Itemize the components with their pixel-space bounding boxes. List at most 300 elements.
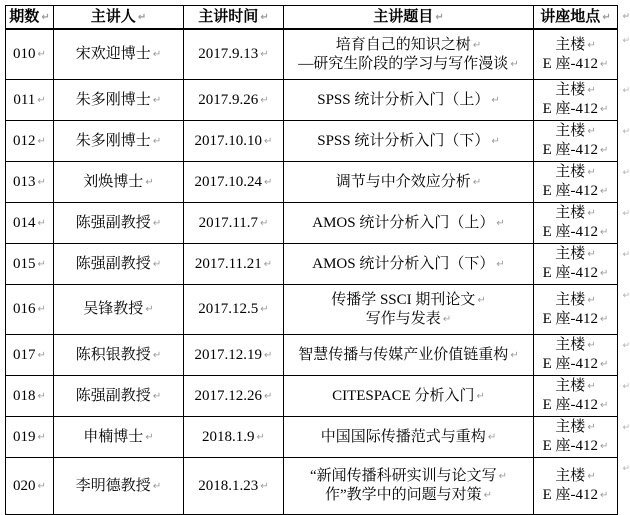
topic-line [286,467,531,486]
issue-cell [6,244,54,285]
line-break-mark-icon: ↵ [600,400,609,411]
speaker-name-text: 朱多刚博士 [75,132,151,149]
issue-cell [6,203,54,244]
speaker-cell [54,80,184,121]
header-label: 主讲题目 [373,8,434,25]
speaker-name [56,477,181,496]
venue-line [536,486,615,505]
date-cell [184,80,284,121]
line-break-mark-icon: ↵ [498,471,508,482]
row-end-mark-icon: ↵ [622,127,630,137]
speaker-name-text: 陈强副教授 [75,387,151,404]
line-break-mark-icon: ↵ [152,49,162,60]
lecture-date [186,214,281,233]
issue-value-text: 018 [13,387,36,404]
line-break-mark-icon: ↵ [152,258,162,270]
topic-line-text: 调节与中介效应分析 [335,173,471,190]
table-row [6,335,618,376]
line-break-mark-icon: ↵ [602,11,611,23]
venue-cell [534,244,630,285]
issue-value-text: 010 [13,46,36,62]
row-end-mark-icon: ↵ [622,382,630,392]
topic-line-text: SPSS 统计分析入门（下） [317,132,490,149]
line-break-mark-icon: ↵ [600,441,609,452]
topic-cell [284,244,534,285]
venue-cell [534,458,630,515]
speaker-cell [54,203,184,244]
speaker-cell [54,162,184,203]
speaker-name-text: 陈强副教授 [75,214,151,231]
line-break-mark-icon: ↵ [152,217,162,229]
line-break-mark-icon: ↵ [587,167,596,178]
table-row [6,458,618,515]
venue-line [536,467,615,486]
table-row [6,376,618,417]
row-end-mark-icon: ↵ [622,12,630,22]
lecture-schedule-table [5,5,630,515]
venue-line-text: 主楼 [555,36,586,53]
lecture-date-text: 2017.11.7 [198,214,259,231]
line-break-mark-icon: ↵ [152,135,162,147]
speaker-name-text: 朱多刚博士 [75,91,151,108]
topic-line [286,173,531,192]
issue-value-text: 016 [13,301,36,317]
topic-line [286,91,531,110]
line-break-mark-icon: ↵ [600,186,609,197]
venue-line-text: 主楼 [555,164,586,180]
lecture-date-text: 2017.12.26 [194,387,263,404]
line-break-mark-icon: ↵ [37,135,46,147]
topic-line-text: SPSS 统计分析入门（上） [317,91,490,108]
issue-cell [6,376,54,417]
venue-line [536,204,615,223]
topic-cell [284,162,534,203]
table-row [6,203,618,244]
line-break-mark-icon: ↵ [442,313,452,325]
venue-line [536,163,615,182]
venue-line [536,418,615,437]
venue-line-text: E 座-412 [542,397,599,413]
issue-cell [6,285,54,335]
line-break-mark-icon: ↵ [587,340,596,351]
venue-line-text: E 座-412 [542,224,599,240]
topic-line [286,132,531,151]
line-break-mark-icon: ↵ [600,104,609,115]
line-break-mark-icon: ↵ [587,471,596,482]
speaker-name [56,255,181,274]
speaker-cell [54,417,184,458]
speaker-cell [54,376,184,417]
venue-cell [534,162,630,203]
speaker-cell [54,29,184,80]
venue-line-text: E 座-412 [542,183,599,199]
speaker-name [56,300,181,319]
line-break-mark-icon: ↵ [152,349,162,361]
topic-line-text: 写作与发表 [365,310,441,327]
date-cell [184,335,284,376]
line-break-mark-icon: ↵ [600,227,609,238]
topic-cell [284,376,534,417]
venue-line [536,437,615,456]
speaker-name-text: 吴锋教授 [83,301,144,317]
line-break-mark-icon: ↵ [263,258,273,270]
topic-line [286,428,531,447]
topic-line-text: —研究生阶段的学习与写作漫谈 [298,55,509,72]
date-cell [184,121,284,162]
speaker-name-text: 陈积银教授 [75,346,151,363]
issue-value [8,346,51,365]
header-speaker [54,6,184,30]
lecture-date [186,45,281,64]
line-break-mark-icon: ↵ [152,94,162,106]
row-end-mark-icon: ↵ [622,291,630,301]
row-end-mark-icon: ↵ [622,423,630,433]
lecture-date [186,300,281,319]
speaker-name [56,173,181,192]
header-topic [284,6,534,30]
date-cell [184,376,284,417]
table-row [6,29,618,80]
venue-line [536,223,615,242]
venue-line [536,141,615,160]
line-break-mark-icon: ↵ [476,390,485,402]
issue-value [8,45,51,64]
issue-cell [6,121,54,162]
lecture-date-text: 2017.10.10 [194,132,263,149]
venue-cell [534,376,630,417]
header-label: 期数 [9,8,40,25]
issue-value [8,477,51,496]
topic-line [286,214,531,233]
issue-cell [6,335,54,376]
table-row [6,80,618,121]
topic-cell [284,285,534,335]
topic-line [286,387,531,406]
venue-line-text: E 座-412 [542,142,599,158]
venue-line [536,122,615,141]
table-row [6,162,618,203]
line-break-mark-icon: ↵ [37,480,46,492]
speaker-name-text: 李明德教授 [75,477,151,494]
line-break-mark-icon: ↵ [152,480,162,492]
speaker-name [56,428,181,447]
row-end-mark-icon: ↵ [622,86,630,96]
venue-line [536,264,615,283]
speaker-name [56,45,181,64]
issue-value-text: 013 [13,173,36,190]
issue-value-text: 011 [13,91,36,108]
venue-cell [534,417,630,458]
lecture-date [186,132,281,151]
row-end-mark-icon: ↵ [622,464,630,474]
speaker-cell [54,121,184,162]
topic-line-text: 培育自己的知识之树 [335,36,471,53]
topic-line [286,291,531,310]
issue-cell [6,29,54,80]
venue-line [536,355,615,374]
line-break-mark-icon: ↵ [37,49,46,60]
line-break-mark-icon: ↵ [587,294,596,306]
header-venue [534,6,630,30]
lecture-date [186,477,281,496]
line-break-mark-icon: ↵ [260,480,269,492]
line-break-mark-icon: ↵ [510,349,519,361]
topic-line-text: AMOS 统计分析入门（上） [312,214,495,231]
venue-line-text: 主楼 [555,468,586,484]
line-break-mark-icon: ↵ [264,135,273,147]
issue-value-text: 015 [13,255,36,272]
topic-line [286,255,531,274]
issue-value [8,387,51,406]
issue-cell [6,417,54,458]
line-break-mark-icon: ↵ [496,217,505,229]
venue-cell [534,203,630,244]
date-cell [184,29,284,80]
line-break-mark-icon: ↵ [435,11,444,23]
line-break-mark-icon: ↵ [510,58,519,70]
line-break-mark-icon: ↵ [260,304,269,315]
venue-line-text: 主楼 [555,123,586,139]
table-row [6,417,618,458]
issue-value-text: 020 [13,477,36,494]
date-cell [184,458,284,515]
topic-line [286,486,531,505]
line-break-mark-icon: ↵ [145,176,154,188]
lecture-date [186,428,281,447]
venue-line [536,245,615,264]
venue-cell [534,29,630,80]
line-break-mark-icon: ↵ [260,94,269,106]
date-cell [184,162,284,203]
lecture-date [186,173,281,192]
line-break-mark-icon: ↵ [37,176,46,188]
venue-line-text: E 座-412 [542,356,599,372]
venue-line-text: E 座-412 [542,101,599,117]
line-break-mark-icon: ↵ [600,145,609,156]
venue-line-text: E 座-412 [542,310,599,327]
topic-line-text: “新闻传播科研实训与论文写 [309,468,497,484]
speaker-name-text: 申楠博士 [83,428,144,445]
venue-line [536,100,615,119]
line-break-mark-icon: ↵ [587,39,596,51]
venue-line [536,291,615,310]
issue-value [8,428,51,447]
speaker-name [56,387,181,406]
topic-cell [284,29,534,80]
line-break-mark-icon: ↵ [487,431,497,443]
issue-value [8,173,51,192]
venue-cell [534,335,630,376]
issue-value-text: 019 [13,428,36,445]
issue-value-text: 017 [13,346,36,363]
line-break-mark-icon: ↵ [260,217,269,229]
lecture-date-text: 2018.1.9 [202,428,255,445]
line-break-mark-icon: ↵ [37,390,46,402]
venue-line [536,336,615,355]
speaker-cell [54,244,184,285]
issue-cell [6,162,54,203]
venue-line [536,377,615,396]
lecture-date [186,346,281,365]
line-break-mark-icon: ↵ [260,49,269,60]
venue-line [536,81,615,100]
line-break-mark-icon: ↵ [483,490,493,501]
speaker-name-text: 刘焕博士 [83,173,144,190]
venue-line [536,396,615,415]
topic-line-text: AMOS 统计分析入门（下） [312,255,495,272]
line-break-mark-icon: ↵ [472,176,482,188]
topic-line [286,310,531,329]
line-break-mark-icon: ↵ [264,349,273,361]
venue-line-text: E 座-412 [542,438,599,454]
date-cell [184,417,284,458]
lecture-date [186,91,281,110]
line-break-mark-icon: ↵ [260,11,269,23]
row-end-mark-icon: ↵ [622,209,630,219]
line-break-mark-icon: ↵ [145,431,154,443]
lecture-date [186,387,281,406]
topic-line-text: 作”教学中的问题与对策 [324,487,482,503]
speaker-name [56,132,181,151]
issue-value [8,300,51,319]
speaker-cell [54,458,184,515]
lecture-date-text: 2017.11.21 [194,255,262,272]
lecture-date-text: 2017.9.13 [198,46,259,62]
line-break-mark-icon: ↵ [600,58,609,70]
line-break-mark-icon: ↵ [137,11,147,23]
issue-value [8,255,51,274]
table-body [6,29,630,515]
line-break-mark-icon: ↵ [37,431,46,443]
line-break-mark-icon: ↵ [37,304,46,315]
line-break-mark-icon: ↵ [37,217,46,229]
lecture-date-text: 2017.12.5 [198,301,259,317]
date-cell [184,285,284,335]
line-break-mark-icon: ↵ [496,258,505,270]
line-break-mark-icon: ↵ [145,304,154,315]
lecture-date-text: 2017.9.26 [198,91,259,108]
issue-value [8,91,51,110]
line-break-mark-icon: ↵ [264,176,273,188]
topic-cell [284,458,534,515]
speaker-name-text: 宋欢迎博士 [75,46,151,62]
row-end-mark-icon: ↵ [622,250,630,260]
topic-cell [284,203,534,244]
venue-line [536,55,615,74]
speaker-name [56,214,181,233]
venue-line-text: 主楼 [555,246,586,262]
issue-value-text: 012 [13,132,36,149]
lecture-date-text: 2017.10.24 [194,173,263,190]
line-break-mark-icon: ↵ [587,249,596,260]
topic-line-text: 传播学 SSCI 期刊论文 [331,291,476,308]
line-break-mark-icon: ↵ [264,390,273,402]
header-date [184,6,284,30]
header-issue [6,6,54,30]
line-break-mark-icon: ↵ [600,268,609,279]
line-break-mark-icon: ↵ [152,390,162,402]
line-break-mark-icon: ↵ [256,431,265,443]
line-break-mark-icon: ↵ [587,126,596,137]
topic-line-text: 中国国际传播范式与重构 [320,428,486,445]
venue-line-text: 主楼 [555,205,586,221]
topic-line-text: CITESPACE 分析入门 [332,387,475,404]
topic-line [286,346,531,365]
venue-line [536,182,615,201]
line-break-mark-icon: ↵ [587,85,596,96]
line-break-mark-icon: ↵ [587,208,596,219]
venue-line [536,36,615,55]
line-break-mark-icon: ↵ [37,349,46,361]
line-break-mark-icon: ↵ [587,422,596,433]
header-label: 主讲时间 [198,8,259,25]
topic-line-text: 智慧传播与传媒产业价值链重构 [298,346,509,363]
line-break-mark-icon: ↵ [37,94,46,106]
row-end-mark-icon: ↵ [622,341,630,351]
row-end-mark-icon: ↵ [622,36,630,46]
venue-line-text: 主楼 [555,291,586,308]
topic-line [286,55,531,74]
venue-cell [534,121,630,162]
line-break-mark-icon: ↵ [37,258,46,270]
lecture-date [186,255,281,274]
line-break-mark-icon: ↵ [491,135,500,147]
speaker-cell [54,335,184,376]
date-cell [184,203,284,244]
venue-line-text: 主楼 [555,82,586,98]
speaker-name [56,346,181,365]
venue-line-text: E 座-412 [542,55,599,72]
venue-line [536,310,615,329]
speaker-cell [54,285,184,335]
header-label: 讲座地点 [540,8,601,25]
venue-line-text: E 座-412 [542,265,599,281]
venue-line-text: 主楼 [555,378,586,394]
line-break-mark-icon: ↵ [491,94,500,106]
header-label: 主讲人 [90,8,136,25]
line-break-mark-icon: ↵ [587,381,596,392]
row-end-mark-icon: ↵ [622,168,630,178]
topic-cell [284,80,534,121]
line-break-mark-icon: ↵ [600,490,609,501]
lecture-date-text: 2017.12.19 [194,346,263,363]
venue-cell [534,285,630,335]
issue-value-text: 014 [13,214,36,231]
line-break-mark-icon: ↵ [41,11,50,23]
line-break-mark-icon: ↵ [477,294,486,306]
table-row [6,121,618,162]
line-break-mark-icon: ↵ [600,359,609,370]
date-cell [184,244,284,285]
table-row [6,285,618,335]
header-row [6,6,618,30]
venue-line-text: E 座-412 [542,487,599,503]
issue-value [8,214,51,233]
issue-cell [6,80,54,121]
venue-line-text: 主楼 [555,337,586,353]
topic-cell [284,121,534,162]
table-row [6,244,618,285]
issue-cell [6,458,54,515]
line-break-mark-icon: ↵ [472,39,482,51]
venue-cell [534,80,630,121]
topic-line [286,36,531,55]
venue-line-text: 主楼 [555,419,586,435]
topic-cell [284,335,534,376]
topic-cell [284,417,534,458]
lecture-date-text: 2018.1.23 [198,477,259,494]
line-break-mark-icon: ↵ [600,313,609,325]
